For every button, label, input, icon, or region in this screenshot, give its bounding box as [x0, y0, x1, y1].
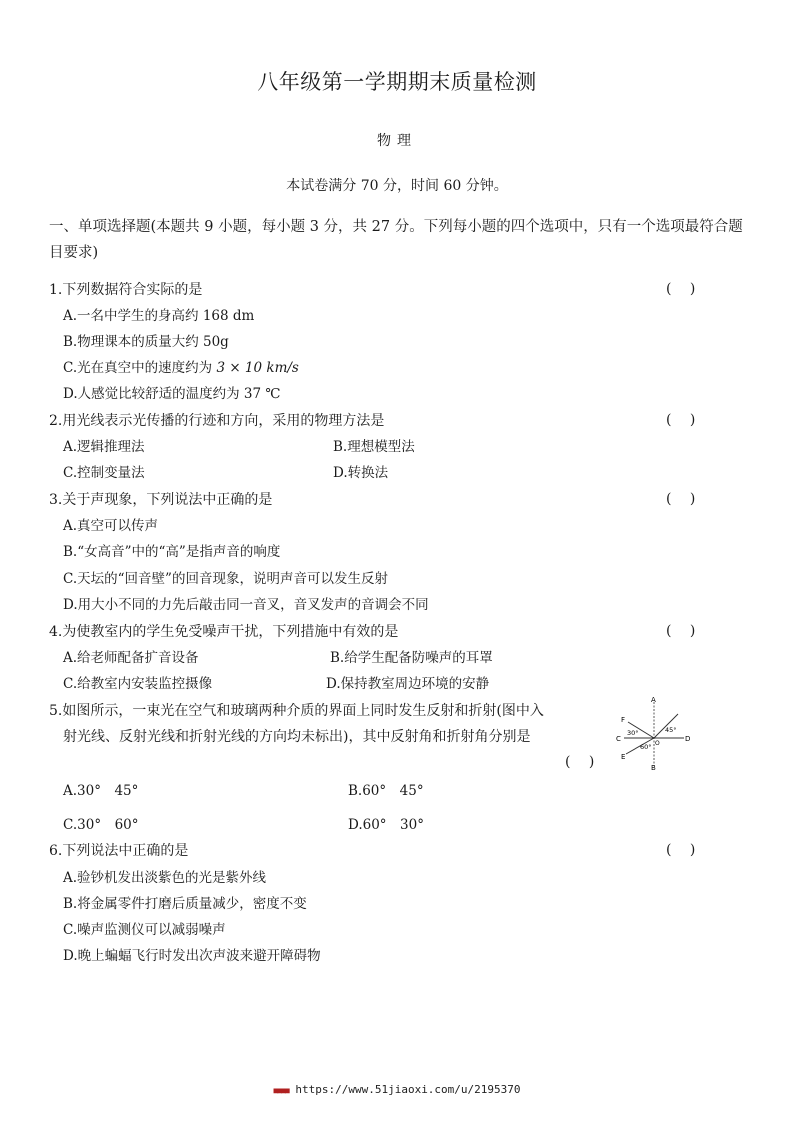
subject-heading: 物理 [377, 133, 417, 149]
question-6-option-c: C.噪声监测仪可以减弱噪声 [63, 922, 226, 938]
exam-info: 本试卷满分 70 分，时间 60 分钟。 [286, 178, 508, 194]
figure-label-f: F [621, 716, 626, 724]
page-footer [0, 1083, 794, 1096]
question-6-option-b: B.将金属零件打磨后质量减少，密度不变 [63, 896, 307, 912]
question-6-answer-blank: ( ) [666, 842, 696, 858]
question-5-answer-blank: ( ) [565, 754, 595, 770]
figure-angle-left: 30° [627, 729, 639, 737]
question-5-option-b: B.60° 45° [348, 783, 424, 799]
question-1-option-c-text: C.光在真空中的速度约为 [63, 360, 213, 376]
question-1-option-c [63, 359, 299, 377]
question-1-option-a: A.一名中学生的身高约 168 dm [63, 308, 255, 324]
question-4-option-c: C.给教室内安装监控摄像 [63, 676, 213, 692]
question-1-option-c-formula: 3 × 10 km/s [216, 360, 299, 376]
question-1-stem: 1.下列数据符合实际的是 [49, 282, 203, 298]
figure-label-a: A [651, 696, 656, 704]
question-3-option-a: A.真空可以传声 [63, 518, 159, 534]
question-2-option-b: B.理想模型法 [333, 439, 415, 455]
question-4-answer-blank: ( ) [666, 623, 696, 639]
figure-angle-right: 45° [665, 726, 677, 734]
question-3-option-b: B.“女高音”中的“高”是指声音的响度 [63, 544, 281, 560]
question-1-answer-blank: ( ) [666, 281, 696, 297]
question-5-stem-line-2: 射光线、反射光线和折射光线的方向均未标出)，其中反射角和折射角分别是 [63, 729, 531, 745]
question-2-option-a: A.逻辑推理法 [63, 439, 145, 455]
figure-label-e: E [621, 753, 626, 761]
question-5-stem-line-1: 5.如图所示，一束光在空气和玻璃两种介质的界面上同时发生反射和折射(图中入 [49, 703, 544, 719]
question-5-option-c: C.30° 60° [63, 817, 139, 833]
figure-label-b: B [651, 764, 656, 770]
section-header: 一、单项选择题(本题共 9 小题，每小题 3 分，共 27 分。下列每小题的四个选项中，只有一个选项最符合题目要求) [49, 219, 743, 261]
question-1-option-b: B.物理课本的质量大约 50g [63, 334, 229, 350]
question-5-figure [612, 694, 696, 770]
question-6-stem: 6.下列说法中正确的是 [49, 843, 189, 859]
figure-angle-bottom: 60° [640, 743, 652, 751]
question-3-option-d: D.用大小不同的力先后敲击同一音叉，音叉发声的音调会不同 [63, 597, 429, 613]
question-4-option-b: B.给学生配备防噪声的耳罩 [330, 650, 493, 666]
question-5-option-d: D.60° 30° [348, 817, 424, 833]
figure-label-c: C [616, 735, 621, 743]
question-4-option-a: A.给老师配备扩音设备 [63, 650, 199, 666]
question-3-stem: 3.关于声现象，下列说法中正确的是 [49, 492, 273, 508]
question-2-option-d: D.转换法 [333, 465, 389, 481]
figure-label-d: D [685, 735, 691, 743]
question-4-stem: 4.为使教室内的学生免受噪声干扰，下列措施中有效的是 [49, 624, 399, 640]
question-2-option-c: C.控制变量法 [63, 465, 145, 481]
footer-logo-mark: ■■■■ [273, 1086, 289, 1095]
question-2-answer-blank: ( ) [666, 412, 696, 428]
question-1-option-d: D.人感觉比较舒适的温度约为 37 ℃ [63, 386, 281, 402]
question-6-option-d: D.晚上蝙蝠飞行时发出次声波来避开障碍物 [63, 948, 321, 964]
figure-label-o: O [655, 740, 660, 747]
question-4-option-d: D.保持教室周边环境的安静 [326, 676, 490, 692]
question-3-option-c: C.天坛的“回音壁”的回音现象，说明声音可以发生反射 [63, 571, 388, 587]
question-2-stem: 2.用光线表示光传播的行迹和方向，采用的物理方法是 [49, 413, 385, 429]
question-3-answer-blank: ( ) [666, 491, 696, 507]
question-5-option-a: A.30° 45° [63, 783, 139, 799]
footer-url-link[interactable]: https://www.51jiaoxi.com/u/2195370 [295, 1083, 521, 1096]
question-6-option-a: A.验钞机发出淡紫色的光是紫外线 [63, 870, 267, 886]
page-title: 八年级第一学期期末质量检测 [257, 70, 537, 94]
